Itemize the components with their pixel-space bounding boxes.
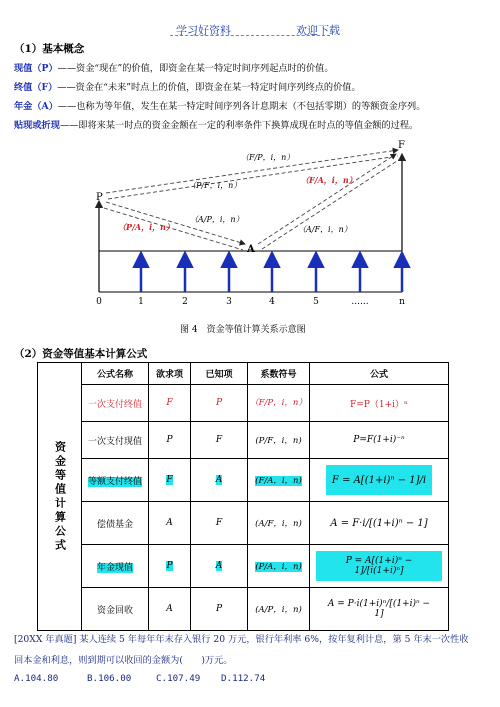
label-f: F [398,140,405,151]
row5-known-cell [191,545,248,588]
concept-term-2: 终值（F） [14,82,58,93]
row5-formula-cell [310,545,449,588]
row3-want-cell [149,459,191,502]
row6-symbol: (A/P，i，n) [248,588,310,631]
label-ap: （A/P，i，n） [190,215,244,224]
row3-known: A [215,475,223,485]
option-c: C.107.49 [156,673,201,684]
row3-symbol: (F/A，i，n) [255,476,302,486]
concept-text-2: ——资金在“未来”时点上的价值，即资金在某一特定时间序列终点的价值。 [57,82,361,93]
row5-name-cell [82,545,149,588]
row2-symbol: (P/F，i，n) [248,422,310,459]
concept-text-3: ——也称为等年值，发生在某一特定时间序列各计息期末（不包括零期）的等额资金序列。 [57,101,426,112]
af-lower-dash [262,159,400,249]
concept-line-4 [14,117,418,131]
tick-0: 0 [96,297,102,307]
row2-want: P [149,422,191,459]
table-row [38,385,449,422]
row4-known: F [191,502,248,545]
label-af: （A/F，i，n） [298,225,352,234]
row2-formula: P=F(1+i)⁻ⁿ [310,422,449,459]
row5-name: 年金现值 [96,562,133,573]
row3-known-cell [191,459,248,502]
row3-formula-cell [310,459,449,502]
row5-known: A [215,561,223,571]
row4-symbol: (A/F，i，n) [248,502,310,545]
row3-formula: F = A[(1+i)ⁿ − 1]/i [326,465,432,495]
table-row [38,422,449,459]
tick-1: 1 [138,297,144,307]
row3-symbol-cell [248,459,310,502]
row6-known: P [191,588,248,631]
table-header-row [38,363,449,385]
tick-ellipsis: ...... [351,297,369,307]
row3-name: 等额支付终值 [87,476,142,487]
option-b: B.106.00 [87,673,132,684]
label-pf: （P/F，i，n） [188,181,242,190]
header-right: 欢迎下载 [296,24,340,37]
label-fa: （F/A，i，n） [301,175,357,185]
header-rule [170,35,330,36]
concept-text-4: ——即将来某一时点的资金金额在一定的利率条件下换算成现在时点的等值金额的过程。 [59,120,419,131]
concept-term-3: 年金（A） [14,101,58,112]
row4-want: A [149,502,191,545]
tick-3: 3 [226,297,232,307]
label-p: P [96,192,103,203]
row3-name-cell [82,459,149,502]
row1-want: F [149,385,191,422]
row4-formula: A = F·i/[(1+i)ⁿ − 1] [330,517,428,529]
concept-line-3 [14,98,425,112]
concept-term-1: 现值（P） [14,63,58,74]
row6-name: 资金回收 [82,588,149,631]
section1-title: （1）基本概念 [14,43,85,55]
concept-line-2 [14,79,361,93]
option-a: A.104.80 [14,673,59,684]
row2-known: F [191,422,248,459]
row6-want: A [149,588,191,631]
col-want: 欲求项 [149,363,191,385]
tick-5: 5 [313,297,319,307]
formula-table [37,362,449,631]
row6-formula-cell [310,588,449,631]
label-fp: （F/P，i，n） [241,153,295,162]
row6-formula: A = P·i(1+i)ⁿ/[(1+i)ⁿ − 1] [327,599,431,619]
table-row [38,588,449,631]
row1-symbol: （F/P，i，n） [248,385,310,422]
row5-symbol: (P/A，i，n) [255,562,302,572]
concept-line-1 [14,60,334,74]
col-known: 已知项 [191,363,248,385]
col-symbol: 系数符号 [248,363,310,385]
table-row [38,502,449,545]
side-label: 资金等值计算公式 [38,363,82,631]
row4-name: 偿债基金 [82,502,149,545]
equivalence-diagram [0,130,500,310]
row5-symbol-cell [248,545,310,588]
tick-n: n [399,297,405,307]
question-line-2: 回本金和利息，则到期可以收回的金额为( )万元。 [14,655,233,666]
col-formula: 公式 [310,363,449,385]
row5-formula: P = A[(1+i)ⁿ − 1]/[i(1+i)ⁿ] [316,551,442,581]
row5-want: P [166,561,173,571]
row1-formula: F=P（1+i）ⁿ [310,385,449,422]
row1-name: 一次支付终值 [82,385,149,422]
table-row [38,545,449,588]
row2-name: 一次支付现值 [82,422,149,459]
row1-known: P [191,385,248,422]
label-pa: （P/A，i，n） [118,222,174,232]
tick-4: 4 [269,297,275,307]
question-line-1: [20XX 年真题] 某人连续 5 年每年年末存入银行 20 万元，银行年利率 6%，按年复利计息，第 5 年末一次性收 [14,634,469,645]
section2-title: （2）资金等值基本计算公式 [14,348,148,360]
diagram-caption: 图 4 资金等值计算关系示意图 [180,325,306,335]
row5-want-cell [149,545,191,588]
tick-2: 2 [182,297,188,307]
label-a: A [247,244,255,255]
concept-term-4: 贴现或折现 [14,120,60,131]
concept-text-1: ——资金“现在”的价值，即资金在某一特定时间序列起点时的价值。 [57,63,334,74]
option-d: D.112.74 [221,673,266,684]
row4-formula-cell [310,502,449,545]
header-left: 学习好资料 [176,24,231,37]
col-name: 公式名称 [82,363,149,385]
table-row [38,459,449,502]
row3-want: F [166,475,173,485]
